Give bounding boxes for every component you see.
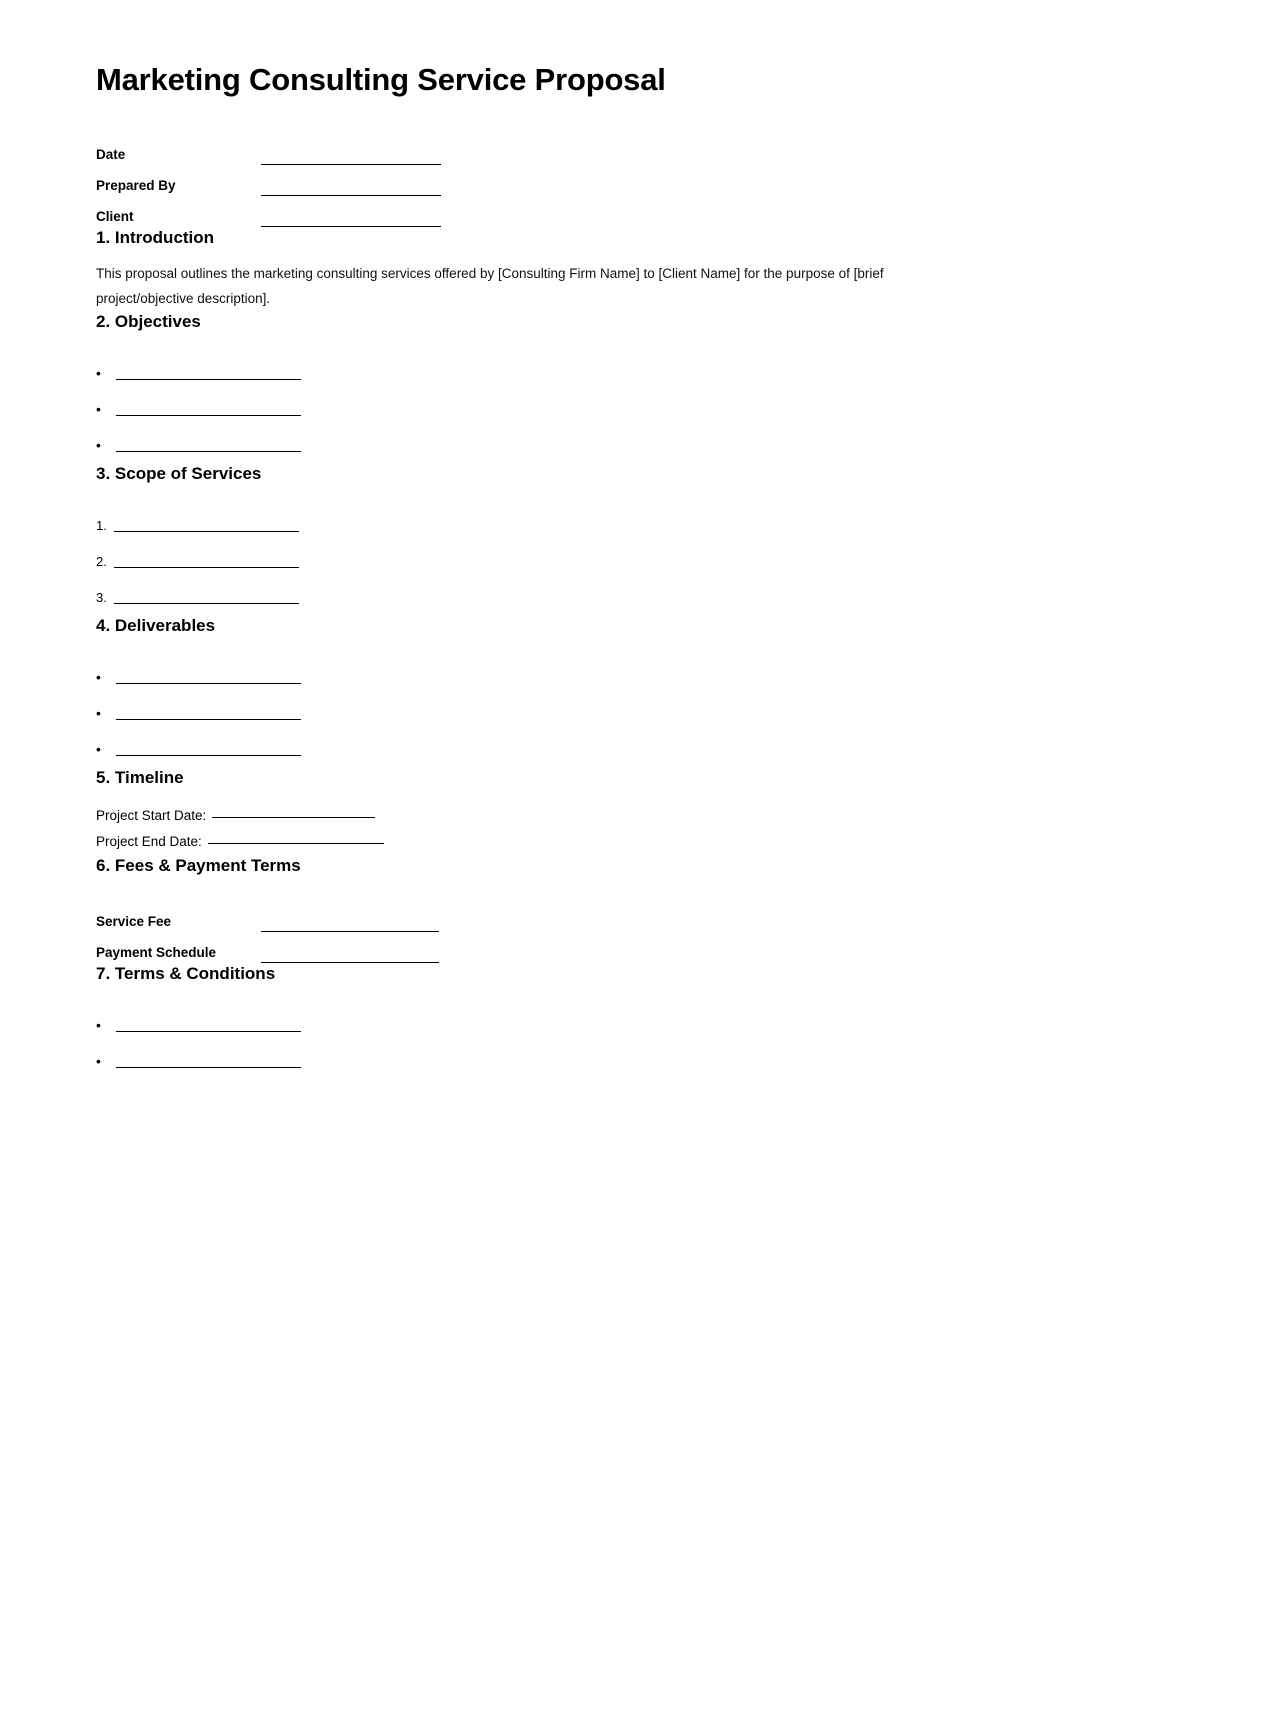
- terms-field-1[interactable]: [116, 1019, 301, 1032]
- section-heading-introduction: 1. Introduction: [96, 228, 215, 247]
- scope-list: [96, 507, 1096, 615]
- fees-block: [96, 901, 1096, 963]
- meta-field-date[interactable]: [261, 152, 441, 165]
- fee-row-payment-schedule: [96, 932, 1096, 963]
- terms-list: [96, 1007, 1096, 1079]
- deliverables-field-3[interactable]: [116, 743, 301, 756]
- timeline-row-start: [96, 803, 1096, 829]
- fee-label-payment-schedule: Payment Schedule: [96, 945, 217, 960]
- list-item: [96, 391, 1096, 427]
- list-item: [96, 1007, 1096, 1043]
- list-item: [96, 507, 1096, 543]
- meta-label-date: Date: [96, 147, 126, 162]
- timeline-row-end: [96, 829, 1096, 855]
- bullet-icon: •: [96, 1017, 101, 1033]
- introduction-paragraph: This proposal outlines the marketing consulting services offered by [Consulting Firm Name] to [Client Name] for the purpose of [brief project/objective description].: [96, 266, 884, 306]
- objectives-list: [96, 355, 1096, 463]
- list-item: [96, 579, 1096, 615]
- scope-field-2[interactable]: [114, 555, 299, 568]
- deliverables-field-2[interactable]: [116, 707, 301, 720]
- bullet-icon: •: [96, 669, 101, 685]
- timeline-label-start: Project Start Date:: [96, 808, 207, 823]
- list-marker: 2.: [96, 553, 107, 569]
- section-heading-timeline: 5. Timeline: [96, 768, 184, 787]
- bullet-icon: •: [96, 401, 101, 417]
- objectives-field-3[interactable]: [116, 439, 301, 452]
- timeline-field-start[interactable]: [212, 805, 375, 818]
- section-heading-objectives: 2. Objectives: [96, 312, 201, 331]
- section-heading-fees: 6. Fees & Payment Terms: [96, 856, 301, 875]
- bullet-icon: •: [96, 741, 101, 757]
- fee-label-service-fee: Service Fee: [96, 914, 172, 929]
- meta-field-client[interactable]: [261, 214, 441, 227]
- list-item: [96, 731, 1096, 767]
- meta-row-client: [96, 196, 1096, 227]
- bullet-icon: •: [96, 1053, 101, 1069]
- objectives-field-1[interactable]: [116, 367, 301, 380]
- objectives-field-2[interactable]: [116, 403, 301, 416]
- document-meta-block: [96, 134, 1096, 227]
- scope-field-3[interactable]: [114, 591, 299, 604]
- list-marker: 1.: [96, 517, 107, 533]
- bullet-icon: •: [96, 705, 101, 721]
- timeline-block: [96, 803, 1096, 855]
- bullet-icon: •: [96, 437, 101, 453]
- page-title: Marketing Consulting Service Proposal: [96, 62, 666, 97]
- meta-field-prepared-by[interactable]: [261, 183, 441, 196]
- list-item: [96, 427, 1096, 463]
- scope-field-1[interactable]: [114, 519, 299, 532]
- section-heading-deliverables: 4. Deliverables: [96, 616, 216, 635]
- fee-field-payment-schedule[interactable]: [261, 950, 439, 963]
- list-marker: 3.: [96, 589, 107, 605]
- list-item: [96, 1043, 1096, 1079]
- terms-field-2[interactable]: [116, 1055, 301, 1068]
- list-item: [96, 695, 1096, 731]
- timeline-field-end[interactable]: [208, 831, 384, 844]
- deliverables-list: [96, 659, 1096, 767]
- list-item: [96, 543, 1096, 579]
- document-content: [96, 60, 1096, 1079]
- section-heading-terms: 7. Terms & Conditions: [96, 964, 276, 983]
- fee-field-service-fee[interactable]: [261, 919, 439, 932]
- bullet-icon: •: [96, 365, 101, 381]
- timeline-label-end: Project End Date:: [96, 834, 202, 849]
- fee-row-service-fee: [96, 901, 1096, 932]
- meta-row-date: [96, 134, 1096, 165]
- section-heading-scope-of-services: 3. Scope of Services: [96, 464, 262, 483]
- deliverables-field-1[interactable]: [116, 671, 301, 684]
- meta-row-prepared-by: [96, 165, 1096, 196]
- meta-label-prepared-by: Prepared By: [96, 178, 176, 193]
- list-item: [96, 355, 1096, 391]
- list-item: [96, 659, 1096, 695]
- meta-label-client: Client: [96, 209, 134, 224]
